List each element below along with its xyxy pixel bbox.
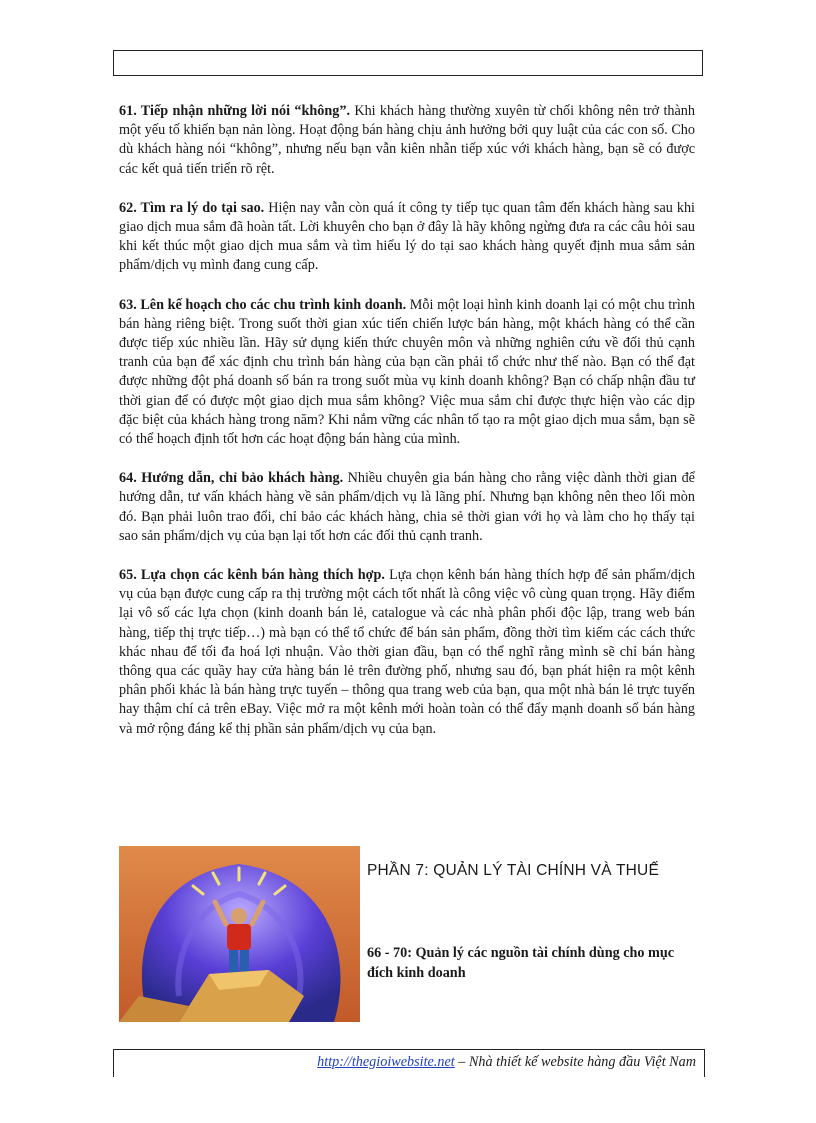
section-62 [119,199,695,276]
part-subtitle: 66 - 70: Quản lý các nguồn tài chính dùng cho mục đích kinh doanh [367,945,675,981]
section-61-body: Khi khách hàng thường xuyên từ chối không nên trở thành một yếu tố khiến bạn nản lòng. Hoạt động bán hàng chịu ảnh hưởng bởi quy luật của các con số. Cho dù khách hàng nói “không”, nhưng nếu bạn vẫn kiên nhẫn tiếp xúc với khách hàng, bạn sẽ có được các kết quả tiến triển rõ rệt. [119,103,695,177]
section-63-body: Mỗi một loại hình kinh doanh lại có một chu trình bán hàng riêng biệt. Trong suốt thời gian xúc tiến chiến lược bán hàng, một khách hàng có thể cần được tiếp xúc nhiều lần. Hãy sử dụng kiến thức chuyên môn và những nghiên cứu về đối thủ cạnh tranh của bạn để xác định chu trình bán hàng của bạn cần phải tổ chức như thế nào. Bạn có thể đạt được những đột phá doanh số bán ra trong suốt mùa vụ kinh doanh không? Bạn có chấp nhận đầu tư thời gian để có được một giao dịch mua sắm không? Việc mua sắm chỉ được thực hiện vào các dịp đặc biệt của khách hàng trong năm? Khi nắm vững các nhân tố tạo ra một giao dịch mua sắm, bạn sẽ có thể hoạch định tốt hơn các hoạt động bán hàng của mình. [119,296,695,448]
section-64-body: Nhiều chuyên gia bán hàng cho rằng việc dành thời gian để hướng dẫn, tư vấn khách hàng về sản phẩm/dịch vụ là lãng phí. Nhưng bạn không nên theo lối mòn đó. Bạn phải luôn trao đổi, chỉ bảo các khách hàng, chia sẻ thời gian với họ và làm cho họ thấy tại sao sản phẩm/dịch vụ của bạn lại tốt hơn các đối thủ cạnh tranh. [119,470,695,544]
footer-left-border [113,1049,114,1077]
success-illustration [119,846,360,1022]
section-61 [119,102,695,179]
part-title: PHẦN 7: QUẢN LÝ TÀI CHÍNH VÀ THUẾ [367,862,659,879]
footer [317,1054,696,1071]
footer-link[interactable]: http://thegioiwebsite.net [317,1054,455,1070]
section-62-body: Hiện nay vẫn còn quá ít công ty tiếp tục quan tâm đến khách hàng sau khi giao dịch mua sắm đã hoàn tất. Lời khuyên cho bạn ở đây là hãy không ngừng đưa ra các câu hỏi sau khi kết thúc một giao dịch mua sắm và tìm hiểu lý do tại sao khách hàng quyết định mua sắm sản phẩm/dịch vụ mình đang cung cấp. [119,199,695,274]
footer-tagline: – Nhà thiết kế website hàng đầu Việt Nam [454,1054,696,1070]
section-63 [119,296,695,450]
section-65-body: Lựa chọn kênh bán hàng thích hợp để sản phẩm/dịch vụ của bạn được cung cấp ra thị trường một cách tốt nhất là công việc vô cùng quan trọng. Hãy điểm lại vô số các lựa chọn (kinh doanh bán lẻ, catalogue và các nhà phân phối độc lập, trang web bán hàng, tiếp thị trực tiếp…) mà bạn có thể tổ chức để bán sản phẩm, đồng thời tìm kiếm các cách thức khác nhau để tối đa hoá lợi nhuận. Vào thời gian đầu, bạn có thể nghĩ rằng mình sẽ chỉ bán hàng thông qua các quầy hay cửa hàng bán lẻ trên đường phố, nhưng sau đó, bạn phát hiện ra một kênh phân phối khác là bán hàng trực tuyến – thông qua trang web của bạn, qua một nhà bán lẻ trực tuyến hay thậm chí cả trên eBay. Việc mở ra một kênh mới hoàn toàn có thể đẩy mạnh doanh số bán hàng và mở rộng đáng kể thị phần sản phẩm/dịch vụ của bạn. [119,567,696,737]
section-65 [119,566,695,739]
section-64 [119,469,695,546]
footer-right-border [704,1049,705,1077]
section-63-heading: 63. Lên kế hoạch cho các chu trình kinh doanh. [119,296,407,313]
part-7-block [119,846,695,1022]
section-65-heading: 65. Lựa chọn các kênh bán hàng thích hợp. [119,567,385,584]
footer-divider [113,1049,705,1050]
section-61-heading: 61. Tiếp nhận những lời nói “không”. [119,103,351,119]
section-62-heading: 62. Tìm ra lý do tại sao. [119,199,265,216]
section-64-heading: 64. Hướng dẫn, chỉ bảo khách hàng. [119,470,344,487]
page-header-box [113,50,703,76]
document-body [119,102,695,759]
